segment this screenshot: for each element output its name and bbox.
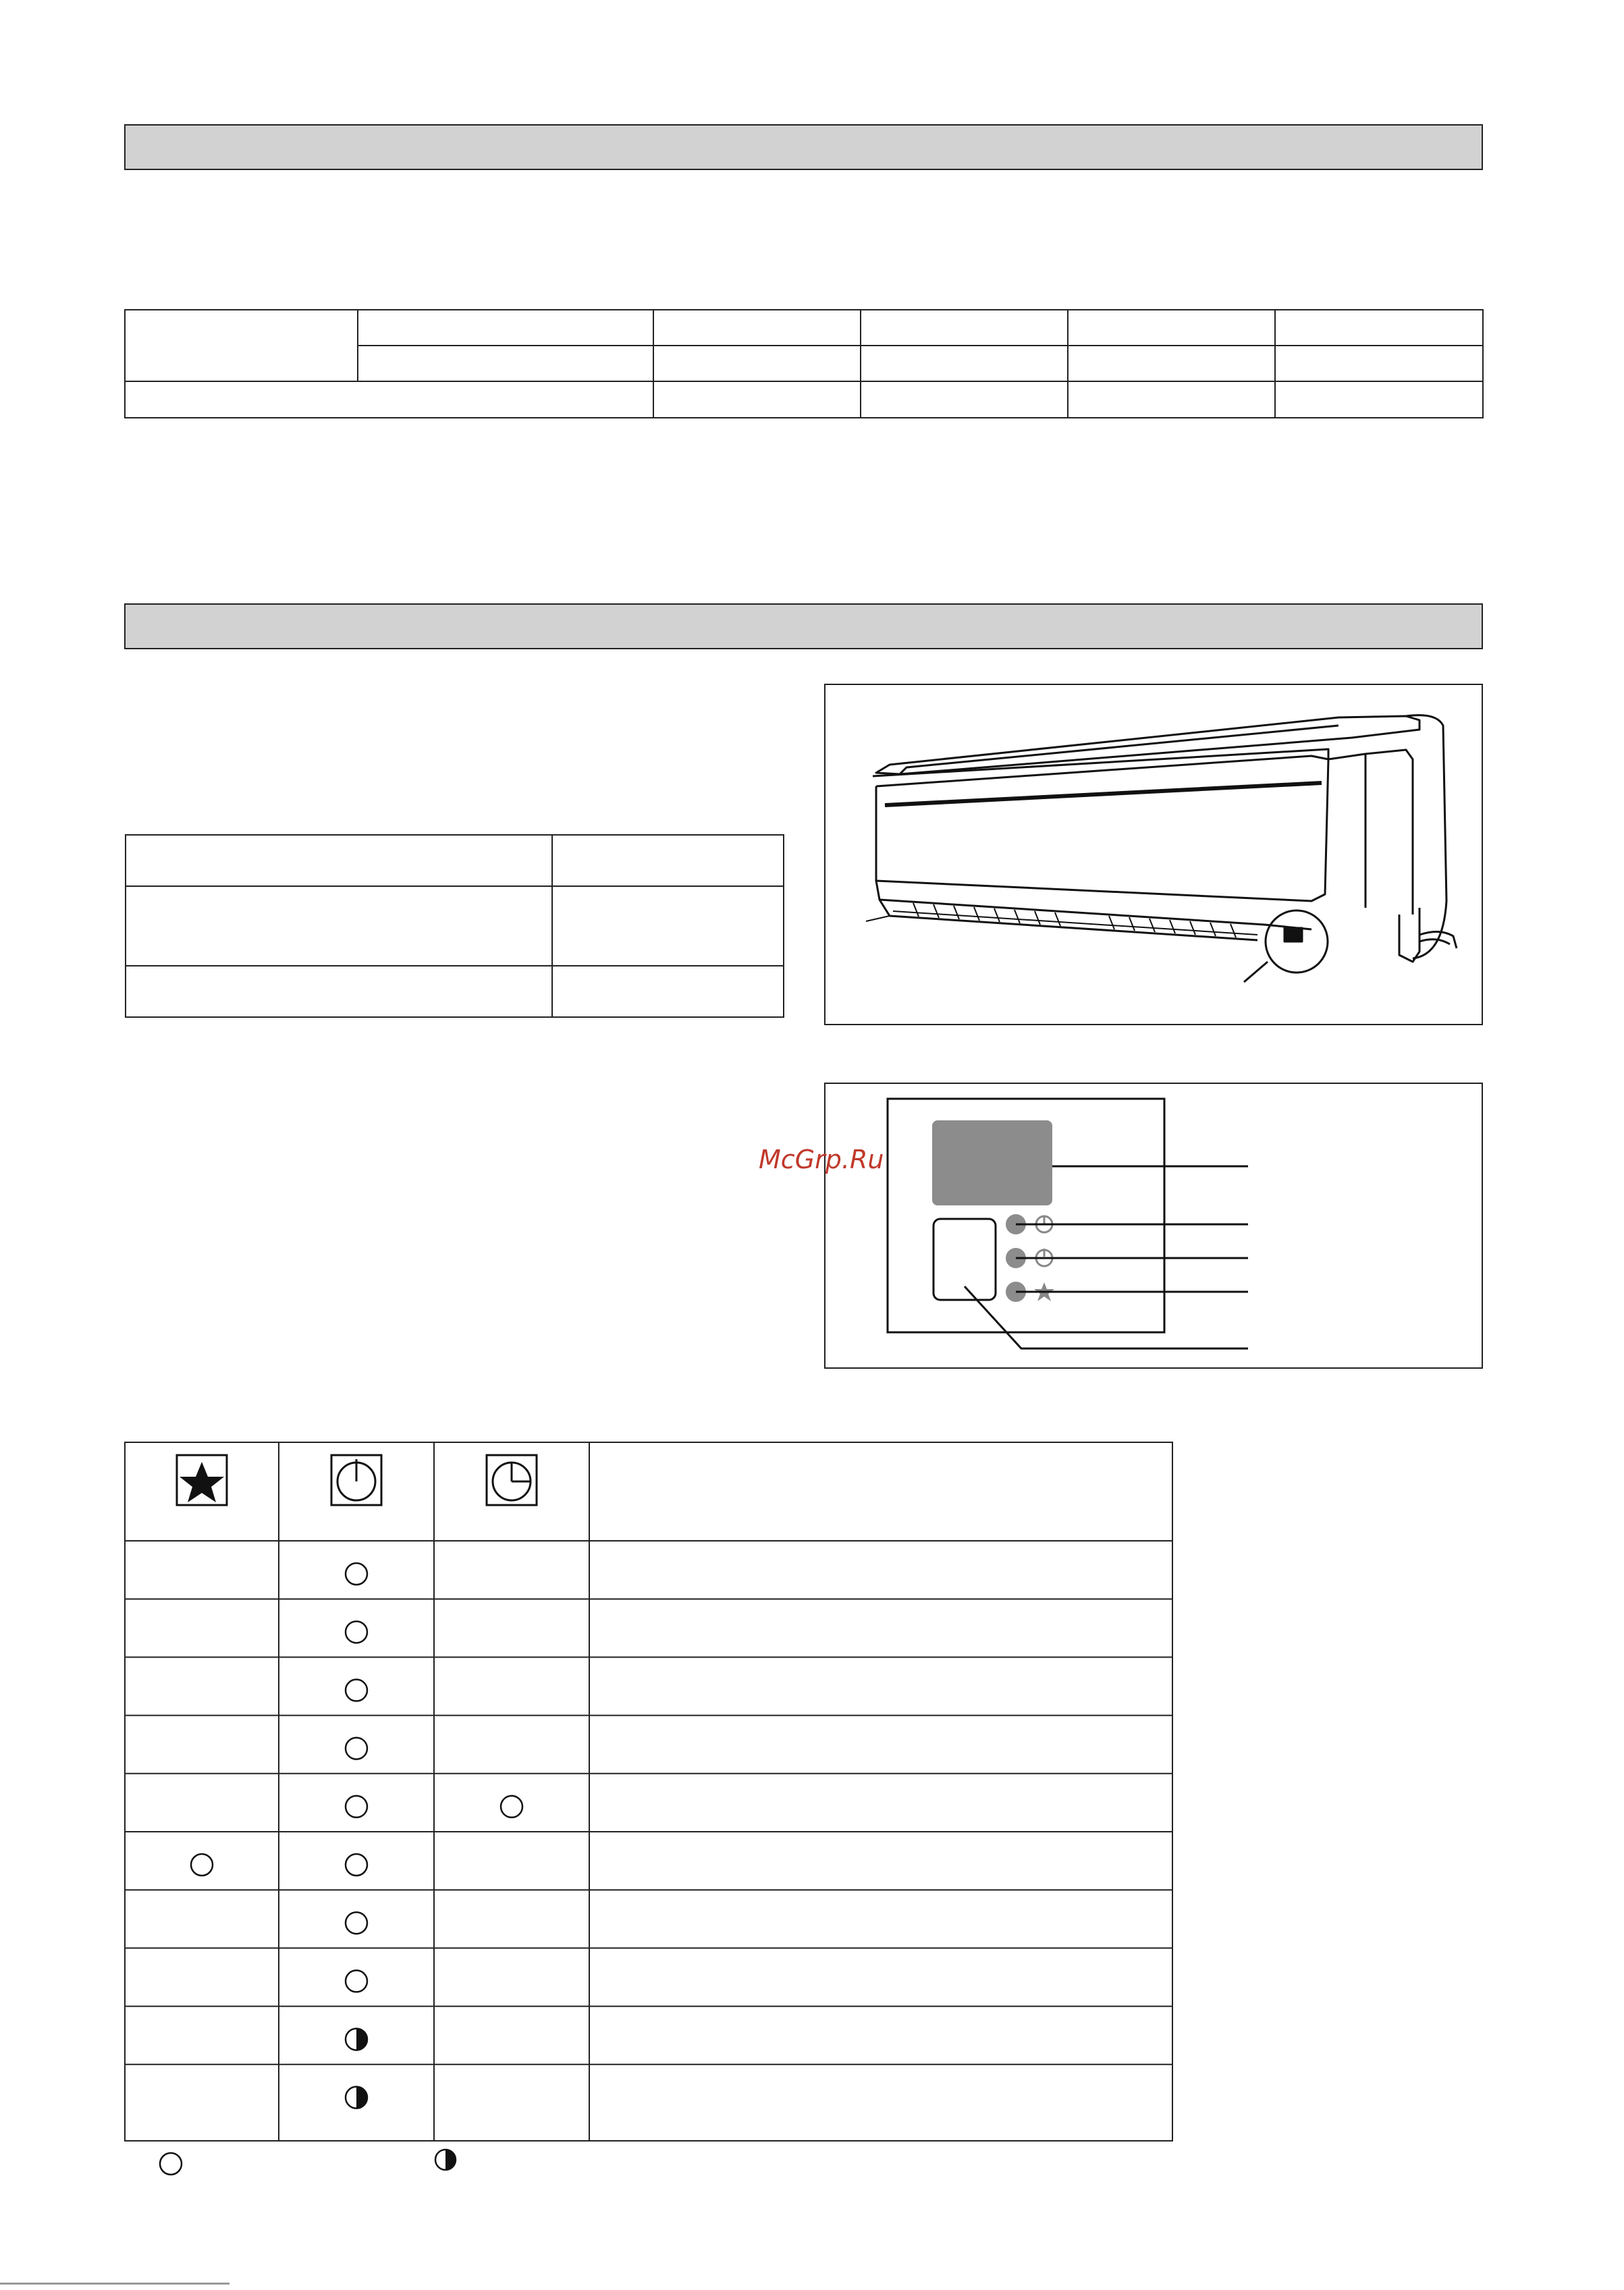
section-header-bar-2	[124, 603, 1483, 649]
indoor-unit-figure	[824, 684, 1483, 1025]
circle-outline-icon	[346, 1970, 367, 1992]
air-conditioner-drawing	[825, 685, 1482, 1024]
legend-symbols	[0, 2139, 540, 2193]
circle-outline-icon	[346, 1912, 367, 1934]
small-info-table	[0, 810, 810, 1026]
circle-outline-icon	[191, 1854, 213, 1876]
spec-table	[0, 0, 1624, 472]
circle-outline-icon	[501, 1796, 522, 1818]
display-window	[932, 1120, 1052, 1205]
display-panel-drawing	[825, 1084, 1482, 1367]
half-circle-icon	[435, 2150, 456, 2170]
footer-rule	[0, 2283, 229, 2285]
circle-outline-icon	[346, 1679, 367, 1701]
circle-outline-icon	[160, 2153, 182, 2175]
watermark: McGrp.Ru	[759, 1145, 884, 1174]
circle-outline-icon	[346, 1563, 367, 1585]
half-circle-icon	[346, 2029, 367, 2050]
circle-outline-icon	[346, 1621, 367, 1643]
header-star-icon	[177, 1455, 227, 1505]
half-circle-icon	[346, 2087, 367, 2108]
display-panel-figure	[824, 1083, 1483, 1369]
circle-outline-icon	[346, 1738, 367, 1760]
circle-outline-icon	[346, 1854, 367, 1876]
indicator-table	[0, 1417, 1215, 2160]
header-timer-icon	[487, 1455, 537, 1505]
circle-outline-icon	[346, 1796, 367, 1818]
header-power-icon	[331, 1455, 381, 1505]
